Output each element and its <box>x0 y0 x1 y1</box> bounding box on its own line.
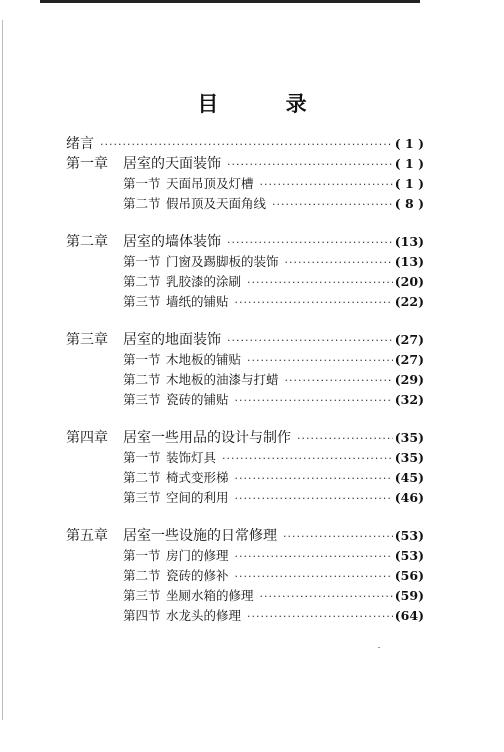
entry-title: 绪言 <box>66 136 94 152</box>
section-number: 第四节 <box>123 608 161 623</box>
entry-title: 居室的天面装饰 <box>123 156 221 172</box>
page-number: (56) <box>394 568 424 583</box>
entry-title: 木地板的油漆与打蜡 <box>166 372 279 387</box>
page-number: ( 1 ) <box>394 156 424 171</box>
dot-leader <box>222 449 393 469</box>
toc-section-entry <box>66 350 424 370</box>
dot-leader <box>272 195 393 215</box>
entry-title: 居室的墙体装饰 <box>123 234 221 250</box>
page-number: (59) <box>394 588 424 603</box>
entry-title: 木地板的铺贴 <box>166 352 242 367</box>
section-number: 第三节 <box>123 294 161 309</box>
entry-title: 天面吊顶及灯槽 <box>166 176 254 191</box>
section-number: 第二节 <box>123 196 161 211</box>
toc-section-entry <box>66 468 424 488</box>
toc-chapter-entry <box>66 428 424 448</box>
dot-leader <box>235 547 393 567</box>
page-number: (53) <box>394 548 424 563</box>
page-number: (32) <box>394 392 424 407</box>
page-number: (27) <box>394 352 424 367</box>
page-title: 目 录 <box>197 92 337 116</box>
entry-title: 椅式变形梯 <box>166 470 229 485</box>
chapter-number: 第一章 <box>66 156 108 172</box>
page-number: (22) <box>394 294 424 309</box>
dot-leader <box>247 351 393 371</box>
toc-section-entry <box>66 566 424 586</box>
toc-section-entry <box>66 448 424 468</box>
section-number: 第一节 <box>123 548 161 563</box>
dot-leader <box>247 607 393 627</box>
chapter-number: 第二章 <box>66 234 108 250</box>
chapter-number: 第四章 <box>66 430 108 446</box>
toc-chapter-entry <box>66 330 424 350</box>
section-number: 第二节 <box>123 568 161 583</box>
toc-section-entry <box>66 174 424 194</box>
dot-leader <box>283 527 393 547</box>
toc-section-entry <box>66 194 424 214</box>
page-number: (29) <box>394 372 424 387</box>
dot-leader <box>235 391 393 411</box>
entry-title: 居室的地面装饰 <box>123 332 221 348</box>
toc-section-entry <box>66 292 424 312</box>
entry-title: 空间的利用 <box>166 490 229 505</box>
dot-leader <box>260 175 393 195</box>
entry-title: 装饰灯具 <box>166 450 217 465</box>
section-number: 第一节 <box>123 352 161 367</box>
page-number: (13) <box>394 234 424 249</box>
page-number: (35) <box>394 430 424 445</box>
section-number: 第三节 <box>123 490 161 505</box>
entry-title: 居室一些设施的日常修理 <box>123 528 277 544</box>
dot-leader <box>227 233 393 253</box>
toc-section-entry <box>66 546 424 566</box>
scan-edge-left <box>2 20 3 720</box>
page-number: ( 1 ) <box>394 136 424 151</box>
dot-leader <box>227 155 393 175</box>
chapter-number: 第五章 <box>66 528 108 544</box>
dot-leader <box>285 253 393 273</box>
toc-section-entry <box>66 390 424 410</box>
entry-title: 水龙头的修理 <box>166 608 242 623</box>
dot-leader <box>297 429 393 449</box>
entry-title: 瓷砖的修补 <box>166 568 229 583</box>
entry-title: 乳胶漆的涂刷 <box>166 274 242 289</box>
section-number: 第二节 <box>123 470 161 485</box>
dot-leader <box>260 587 393 607</box>
section-number: 第二节 <box>123 372 161 387</box>
toc-section-entry <box>66 606 424 626</box>
section-number: 第一节 <box>123 254 161 269</box>
section-number: 第二节 <box>123 274 161 289</box>
section-number: 第一节 <box>123 176 161 191</box>
entry-title: 居室一些用品的设计与制作 <box>123 430 291 446</box>
toc-chapter-entry <box>66 526 424 546</box>
section-number: 第三节 <box>123 392 161 407</box>
page-number: (45) <box>394 470 424 485</box>
dot-leader <box>100 135 393 155</box>
dot-leader <box>235 293 393 313</box>
toc-section-entry <box>66 370 424 390</box>
dot-leader <box>227 331 393 351</box>
entry-title: 瓷砖的铺贴 <box>166 392 229 407</box>
table-of-contents <box>66 134 424 626</box>
dot-leader <box>285 371 393 391</box>
entry-title: 墙纸的铺贴 <box>166 294 229 309</box>
toc-chapter-entry <box>66 232 424 252</box>
toc-chapter-entry <box>66 134 424 154</box>
page-number: ( 1 ) <box>394 176 424 191</box>
dot-leader <box>235 567 393 587</box>
entry-title: 假吊顶及天面角线 <box>166 196 267 211</box>
page-number: (27) <box>394 332 424 347</box>
page-number: ( 8 ) <box>394 196 424 211</box>
scan-speck <box>378 647 380 648</box>
entry-title: 房门的修理 <box>166 548 229 563</box>
section-number: 第一节 <box>123 450 161 465</box>
page-number: (46) <box>394 490 424 505</box>
entry-title: 坐厕水箱的修理 <box>166 588 254 603</box>
page-number: (13) <box>394 254 424 269</box>
toc-chapter-entry <box>66 154 424 174</box>
page-number: (35) <box>394 450 424 465</box>
scan-edge-top <box>40 0 420 3</box>
dot-leader <box>247 273 393 293</box>
page-number: (20) <box>394 274 424 289</box>
dot-leader <box>235 489 393 509</box>
toc-section-entry <box>66 272 424 292</box>
page-number: (64) <box>394 608 424 623</box>
toc-section-entry <box>66 252 424 272</box>
entry-title: 门窗及踢脚板的装饰 <box>166 254 279 269</box>
chapter-number: 第三章 <box>66 332 108 348</box>
dot-leader <box>235 469 393 489</box>
toc-section-entry <box>66 586 424 606</box>
toc-section-entry <box>66 488 424 508</box>
page-number: (53) <box>394 528 424 543</box>
section-number: 第三节 <box>123 588 161 603</box>
